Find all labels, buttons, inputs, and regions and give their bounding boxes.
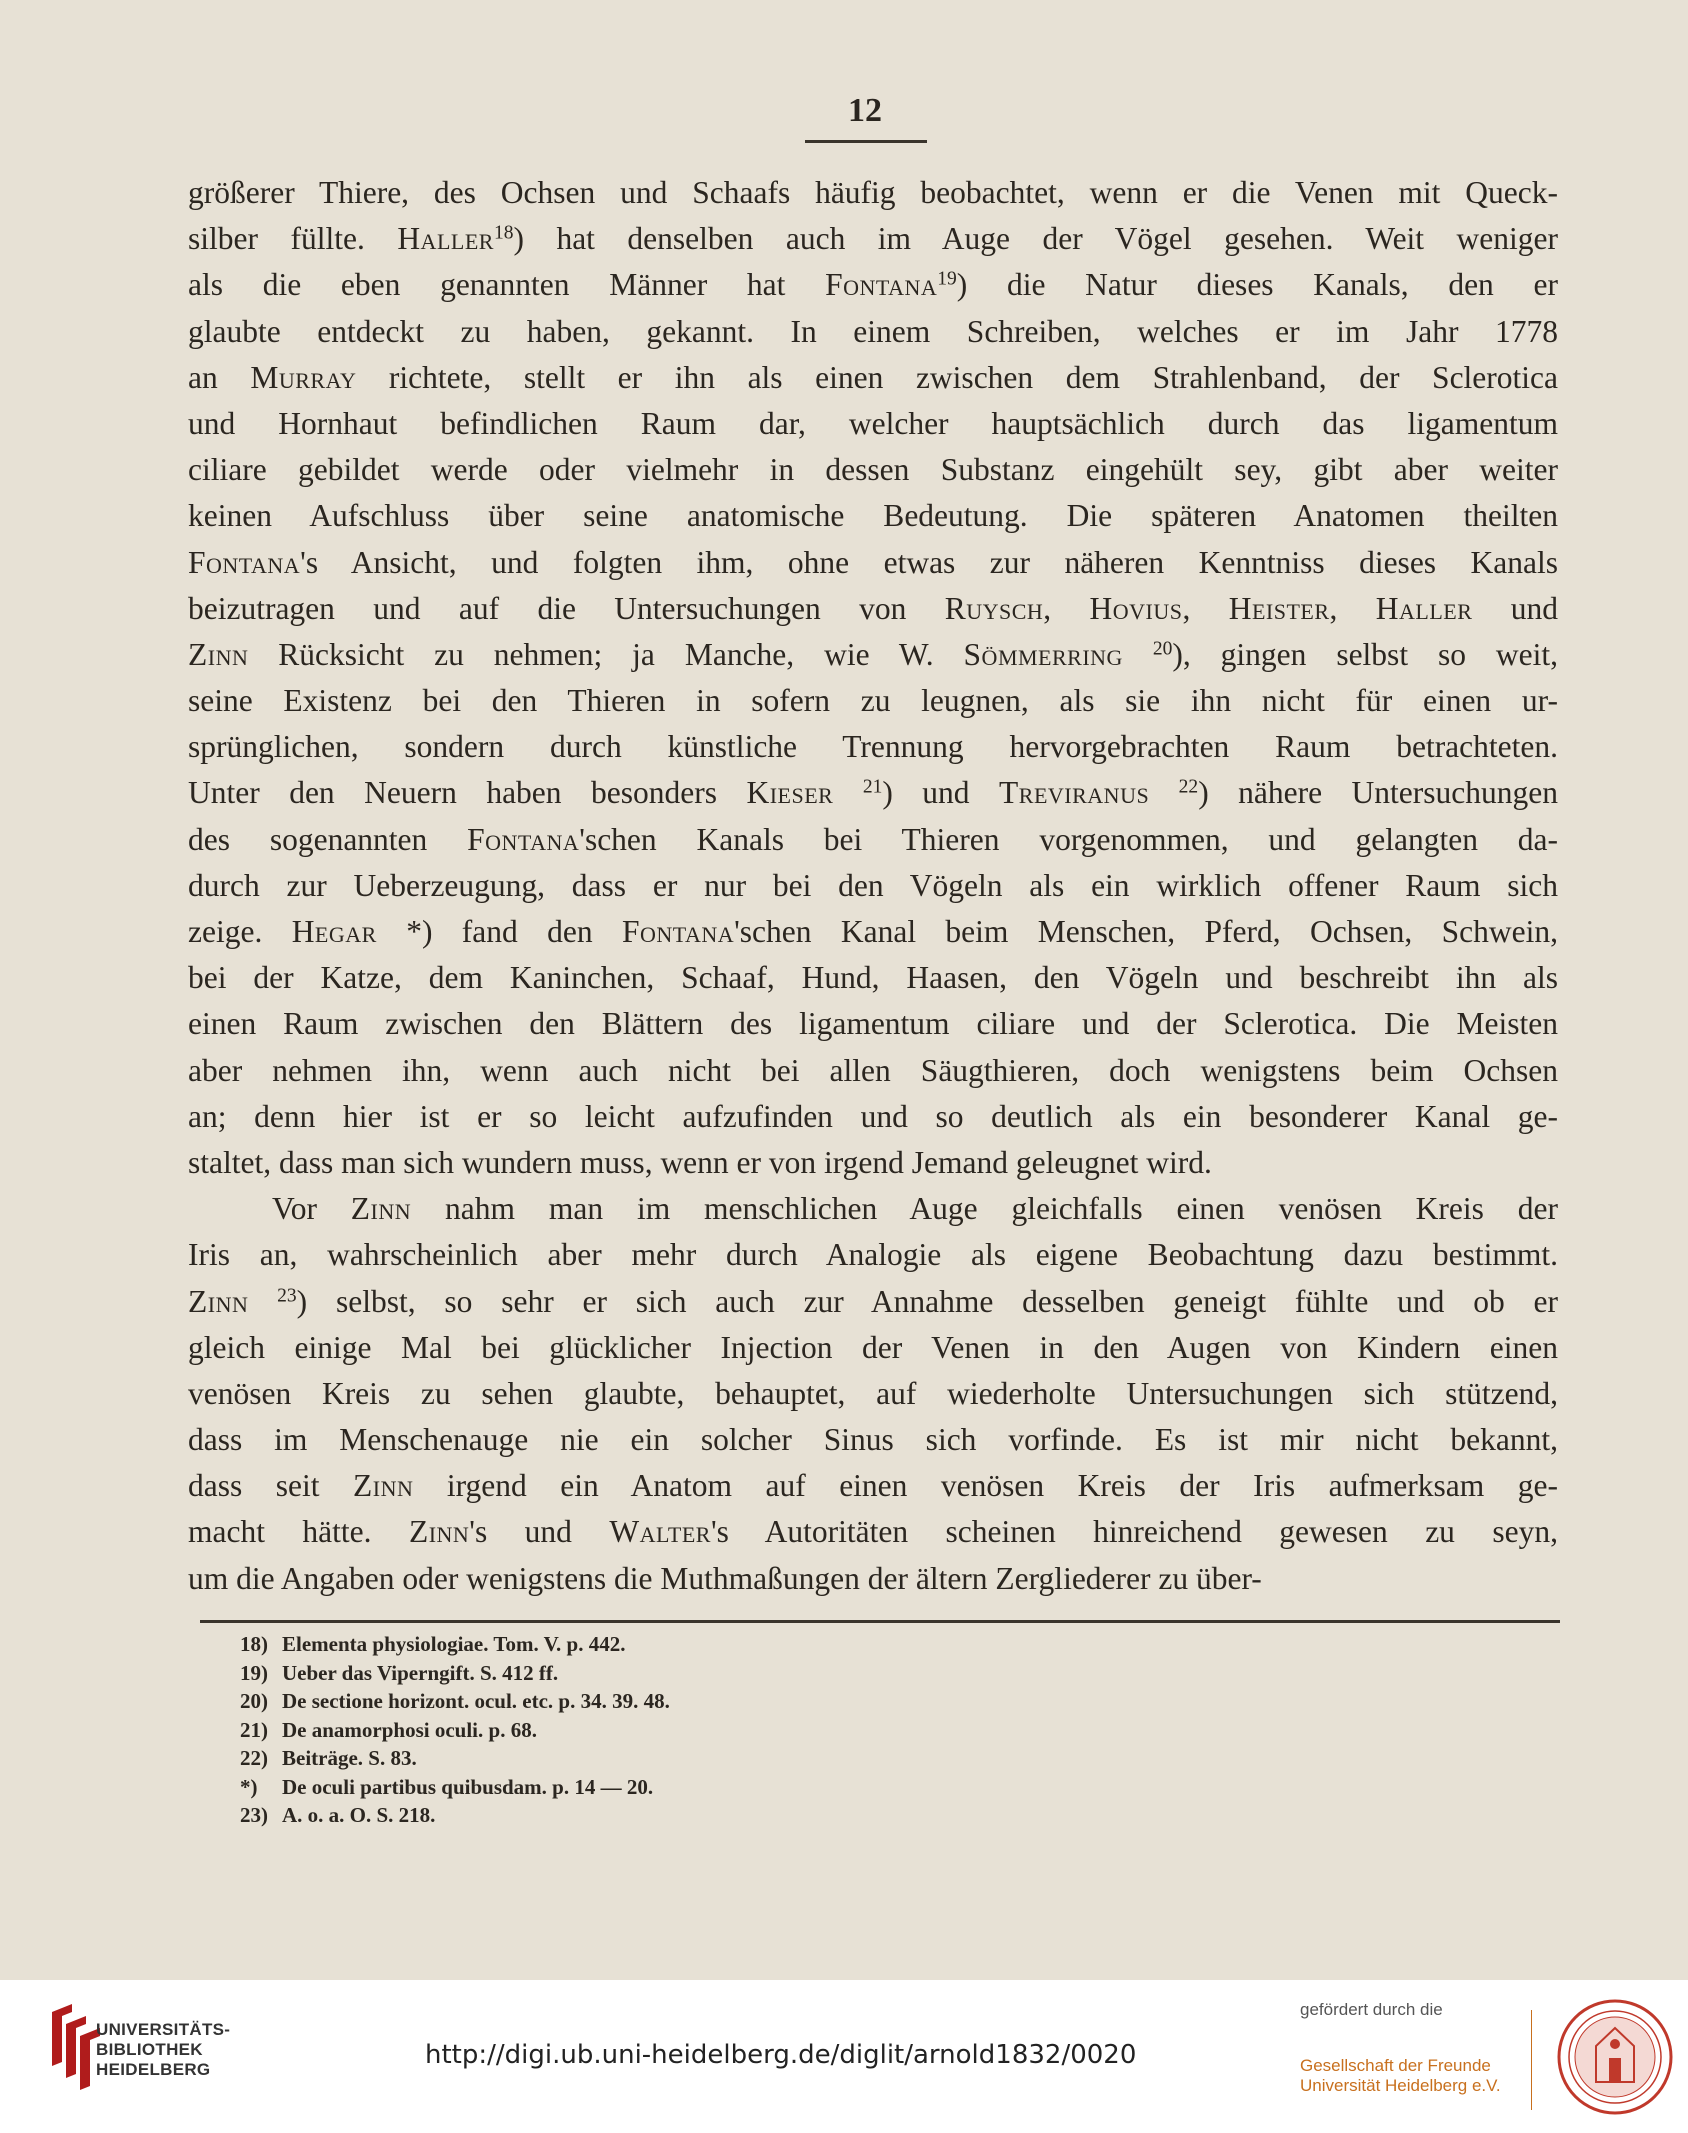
text-line: [188, 216, 1558, 262]
footnote-text: De sectione horizont. ocul. etc. p. 34. 39. 48.: [282, 1689, 670, 1713]
text-line: [188, 1232, 1558, 1278]
footnote-rule: [200, 1620, 1560, 1623]
text-run: irgend ein Anatom auf einen venösen Kreis der Iris aufmerksam ge-: [413, 1468, 1558, 1504]
text-run: ciliare gebildet werde oder vielmehr in dessen Substanz eingehült sey, gibt aber weiter: [188, 452, 1558, 488]
author-name: Walter: [609, 1514, 711, 1550]
text-run: ) nähere Untersuchungen: [1198, 775, 1559, 811]
text-line: [188, 632, 1558, 678]
text-line: [188, 355, 1558, 401]
text-run: 'schen Kanal beim Menschen, Pferd, Ochsen, Schwein,: [734, 914, 1558, 949]
text-run: aber nehmen ihn, wenn auch nicht bei allen Säugthieren, doch wenigstens beim Ochsen: [188, 1052, 1558, 1088]
text-run: ,: [1182, 590, 1229, 626]
text-run: ) und: [882, 775, 1000, 811]
author-name: Zinn: [188, 636, 249, 672]
author-name: Murray: [250, 359, 357, 395]
author-name: Hegar: [291, 914, 377, 949]
text-line: [188, 401, 1558, 447]
text-run: einen Raum zwischen den Blättern des ligamentum ciliare und der Sclerotica. Die Meisten: [188, 1006, 1558, 1042]
text-run: [1123, 637, 1153, 672]
text-line: [188, 1186, 1558, 1232]
permalink-url[interactable]: http://digi.ub.uni-heidelberg.de/diglit/arnold1832/0020: [425, 2040, 1137, 2070]
author-name: Sömmerring: [963, 636, 1123, 672]
text-line: [188, 724, 1558, 770]
text-run: dass seit: [188, 1468, 353, 1504]
text-run: Vor: [272, 1191, 351, 1227]
text-run: staltet, dass man sich wundern muss, wenn er von irgend Jemand geleugnet wird.: [188, 1144, 1212, 1180]
author-name: Ruysch: [944, 590, 1044, 626]
text-run: und Hornhaut befindlichen Raum dar, welcher hauptsächlich durch das ligamentum: [188, 405, 1558, 441]
text-line: [188, 1371, 1558, 1417]
text-run: 's Autoritäten scheinen hinreichend gewesen zu seyn,: [710, 1514, 1558, 1550]
text-line: [188, 170, 1558, 216]
text-run: seine Existenz bei den Thieren in sofern zu leugnen, als sie ihn nicht für einen ur-: [188, 683, 1558, 719]
text-run: Rücksicht zu nehmen; ja Manche, wie W.: [248, 636, 964, 672]
library-name: [96, 2020, 230, 2080]
text-line: [188, 309, 1558, 355]
text-run: gleich einige Mal bei glücklicher Injection der Venen in den Augen von Kindern einen: [188, 1329, 1558, 1365]
footnote: [240, 1773, 940, 1802]
page-number-rule: [805, 140, 927, 143]
author-name: Zinn: [353, 1468, 414, 1504]
text-line: [188, 909, 1558, 955]
author-name: Haller: [1375, 590, 1473, 626]
text-line: [188, 955, 1558, 1001]
library-name-line: HEIDELBERG: [96, 2060, 211, 2079]
author-name: Heister: [1228, 590, 1330, 626]
text-run: durch zur Ueberzeugung, dass er nur bei den Vögeln als ein wirklich offener Raum sich: [188, 867, 1558, 903]
text-run: [1149, 775, 1178, 810]
library-name-line: UNIVERSITÄTS-: [96, 2020, 231, 2039]
text-run: ) hat denselben auch im Auge der Vögel gesehen. Weit weniger: [513, 221, 1558, 257]
text-run: an: [188, 359, 251, 395]
text-run: des sogenannten: [188, 821, 468, 857]
text-run: dass im Menschenauge nie ein solcher Sinus sich vorfinde. Es ist mir nicht bekannt,: [188, 1422, 1558, 1458]
text-line: [188, 1048, 1558, 1094]
university-seal-icon: [1556, 1998, 1674, 2116]
text-run: ) selbst, so sehr er sich auch zur Annahme desselben geneigt fühlte und ob er: [296, 1283, 1558, 1319]
sponsor-intro: gefördert durch die: [1300, 2000, 1443, 2019]
author-name: Fontana: [188, 544, 301, 580]
footnote: [240, 1716, 940, 1745]
sponsor-divider: [1531, 2010, 1532, 2110]
footnote-reference: 21: [862, 776, 883, 798]
footnote-text: Beiträge. S. 83.: [282, 1746, 417, 1770]
author-name: Zinn: [350, 1191, 412, 1227]
text-line: [188, 1279, 1558, 1325]
footnote-number: 19): [240, 1660, 268, 1685]
footnote-text: Elementa physiologiae. Tom. V. p. 442.: [282, 1632, 626, 1656]
text-run: 'schen Kanals bei Thieren vorgenommen, und gelangten da-: [579, 821, 1559, 857]
text-line: [188, 540, 1558, 586]
footnote-reference: 19: [937, 268, 957, 290]
text-run: Unter den Neuern haben besonders: [188, 775, 747, 811]
text-line: [188, 770, 1558, 816]
text-run: als die eben genannten Männer hat: [188, 267, 826, 303]
footnotes: [240, 1630, 940, 1830]
text-line: [188, 678, 1558, 724]
footnote: [240, 1801, 940, 1830]
text-run: ), gingen selbst so weit,: [1172, 636, 1559, 672]
university-library-logo-icon: [44, 2002, 104, 2094]
footnote-reference: 18: [493, 222, 514, 244]
text-line: [188, 1325, 1558, 1371]
footnote-number: 18): [240, 1632, 268, 1656]
text-line: [188, 863, 1558, 909]
author-name: Fontana: [467, 821, 580, 857]
footnote-text: Ueber das Viperngift. S. 412 ff.: [282, 1660, 559, 1685]
text-run: an; denn hier ist er so leicht aufzufinden und so deutlich als ein besonderer Kanal ge-: [188, 1098, 1558, 1134]
library-name-line: BIBLIOTHEK: [96, 2040, 203, 2059]
footnote: [240, 1744, 940, 1773]
text-run: 's und: [469, 1514, 610, 1550]
author-name: Zinn: [188, 1283, 249, 1319]
footnote-number: 21): [240, 1717, 268, 1742]
author-name: Fontana: [825, 267, 938, 303]
footnote-text: A. o. a. O. S. 218.: [282, 1803, 436, 1827]
author-name: Haller: [397, 221, 494, 257]
text-run: und: [1472, 590, 1559, 626]
author-name: Fontana: [621, 914, 735, 949]
page-number: 12: [848, 92, 882, 129]
text-line: [188, 1463, 1558, 1509]
text-run: [248, 1284, 277, 1319]
digitization-banner: [0, 1980, 1688, 2133]
text-line: [188, 586, 1558, 632]
text-run: sprünglichen, sondern durch künstliche Trennung hervorgebrachten Raum betrachteten.: [188, 729, 1558, 765]
footnote-text: De anamorphosi oculi. p. 68.: [282, 1717, 537, 1742]
text-run: richtete, stellt er ihn als einen zwischen dem Strahlenband, der Sclerotica: [356, 359, 1558, 395]
text-run: um die Angaben oder wenigstens die Muthmaßungen der ältern Zergliederer zu über-: [188, 1560, 1262, 1596]
text-run: bei der Katze, dem Kaninchen, Schaaf, Hund, Haasen, den Vögeln und beschreibt ihn als: [188, 960, 1558, 996]
text-run: keinen Aufschluss über seine anatomische Bedeutung. Die späteren Anatomen theilten: [188, 498, 1558, 534]
author-name: Treviranus: [999, 775, 1150, 811]
text-run: zeige.: [188, 914, 292, 949]
sponsor-name: Universität Heidelberg e.V.: [1300, 2076, 1501, 2095]
text-run: größerer Thiere, des Ochsen und Schaafs häufig beobachtet, wenn er die Venen mit Queck-: [188, 175, 1558, 210]
text-line: [188, 1417, 1558, 1463]
sponsor-block: [1300, 2000, 1540, 2096]
text-run: *) fand den: [376, 914, 622, 949]
footnote-number: *): [240, 1774, 258, 1799]
text-line: [188, 493, 1558, 539]
footnote-reference: 22: [1178, 776, 1199, 798]
text-line: [188, 1001, 1558, 1047]
footnote-number: 22): [240, 1746, 268, 1770]
text-run: nahm man im menschlichen Auge gleichfalls einen venösen Kreis der: [411, 1191, 1558, 1227]
text-line: [188, 1556, 1558, 1602]
text-run: silber füllte.: [188, 221, 398, 257]
author-name: Zinn: [408, 1514, 470, 1550]
sponsor-name: Gesellschaft der Freunde: [1300, 2056, 1491, 2075]
text-line: [188, 1509, 1558, 1555]
text-run: beizutragen und auf die Untersuchungen von: [188, 590, 945, 626]
text-line: [188, 262, 1558, 308]
footnote-reference: 20: [1152, 638, 1173, 660]
footnote-number: 20): [240, 1689, 268, 1713]
text-run: ) die Natur dieses Kanals, den er: [956, 267, 1558, 303]
text-run: ,: [1043, 590, 1090, 626]
text-run: [833, 775, 862, 810]
text-line: [188, 1094, 1558, 1140]
footnote: [240, 1687, 940, 1716]
text-run: Iris an, wahrscheinlich aber mehr durch Analogie als eigene Beobachtung dazu bestimmt.: [188, 1237, 1558, 1273]
text-run: ,: [1329, 590, 1376, 626]
footnote-text: De oculi partibus quibusdam. p. 14 — 20.: [282, 1774, 654, 1799]
text-line: [188, 1140, 1558, 1186]
text-run: venösen Kreis zu sehen glaubte, behauptet, auf wiederholte Untersuchungen sich stützend,: [188, 1375, 1558, 1411]
text-line: [188, 447, 1558, 493]
footnote-number: 23): [240, 1803, 268, 1827]
text-line: [188, 817, 1558, 863]
body-text: [188, 170, 1558, 1602]
text-run: glaubte entdeckt zu haben, gekannt. In einem Schreiben, welches er im Jahr 1778: [188, 313, 1558, 349]
footnote: [240, 1659, 940, 1688]
text-run: macht hätte.: [188, 1514, 409, 1550]
footnote: [240, 1630, 940, 1659]
text-run: 's Ansicht, und folgten ihm, ohne etwas zur näheren Kenntniss dieses Kanals: [300, 544, 1558, 580]
author-name: Kieser: [746, 775, 834, 811]
footnote-reference: 23: [277, 1284, 297, 1306]
author-name: Hovius: [1089, 590, 1183, 626]
